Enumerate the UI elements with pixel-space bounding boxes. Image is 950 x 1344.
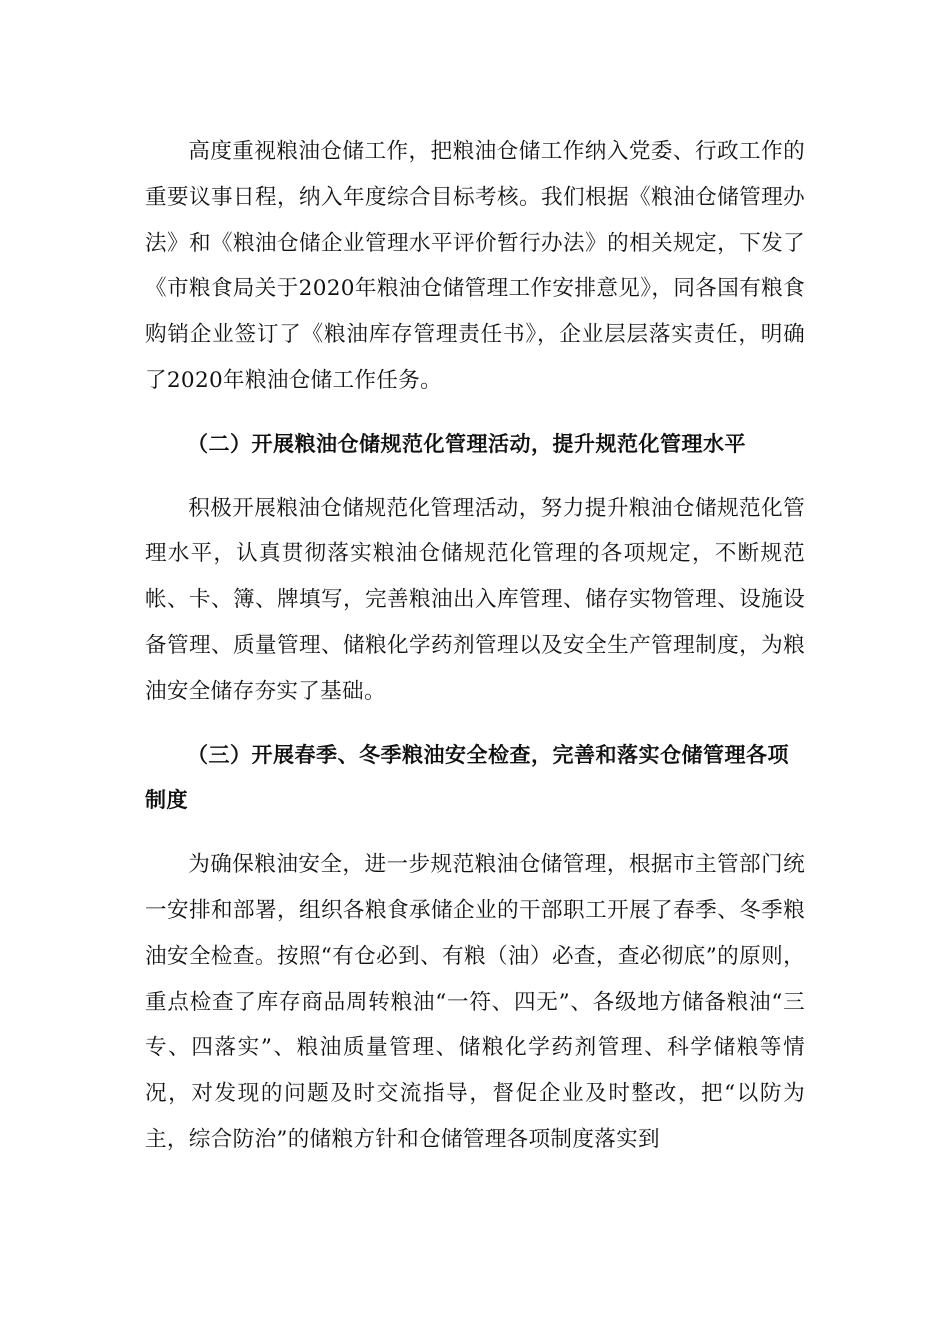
spacer <box>145 404 805 422</box>
spacer <box>145 715 805 733</box>
paragraph-standardization: 积极开展粮油仓储规范化管理活动，努力提升粮油仓储规范化管理水平，认真贯彻落实粮油仓储规范化管理的各项规定，不断规范帐、卡、簿、牌填写，完善粮油出入库管理、储存实物管理、设施设备管理、质量管理、储粮化学药剂管理以及安全生产管理制度，为粮油安全储存夯实了基础。 <box>145 495 805 704</box>
spacer <box>145 468 805 486</box>
document-body <box>145 129 805 1163</box>
paragraph-responsibility: 高度重视粮油仓储工作，把粮油仓储工作纳入党委、行政工作的重要议事日程，纳入年度综合目标考核。我们根据《粮油仓储管理办法》和《粮油仓储企业管理水平评价暂行办法》的相关规定，下发了《市粮食局关于2020年粮油仓储管理工作安排意见》，同各国有粮食购销企业签订了《粮油库存管理责任书》，企业层层落实责任，明确了2020年粮油仓储工作任务。 <box>145 139 805 393</box>
section-heading-3: （三）开展春季、冬季粮油安全检查，完善和落实仓储管理各项制度 <box>145 742 789 813</box>
spacer <box>145 824 805 842</box>
section-heading-2: （二）开展粮油仓储规范化管理活动，提升规范化管理水平 <box>187 431 746 456</box>
paragraph-safety-inspection: 为确保粮油安全，进一步规范粮油仓储管理，根据市主管部门统一安排和部署，组织各粮食承储企业的干部职工开展了春季、冬季粮油安全检查。按照“有仓必到、有粮（油）必查，查必彻底”的原则，重点检查了库存商品周转粮油“一符、四无”、各级地方储备粮油“三专、四落实”、粮油质量管理、储粮化学药剂管理、科学储粮等情况，对发现的问题及时交流指导，督促企业及时整改，把“以防为主，综合防治”的储粮方针和仓储管理各项制度落实到 <box>145 852 805 1152</box>
